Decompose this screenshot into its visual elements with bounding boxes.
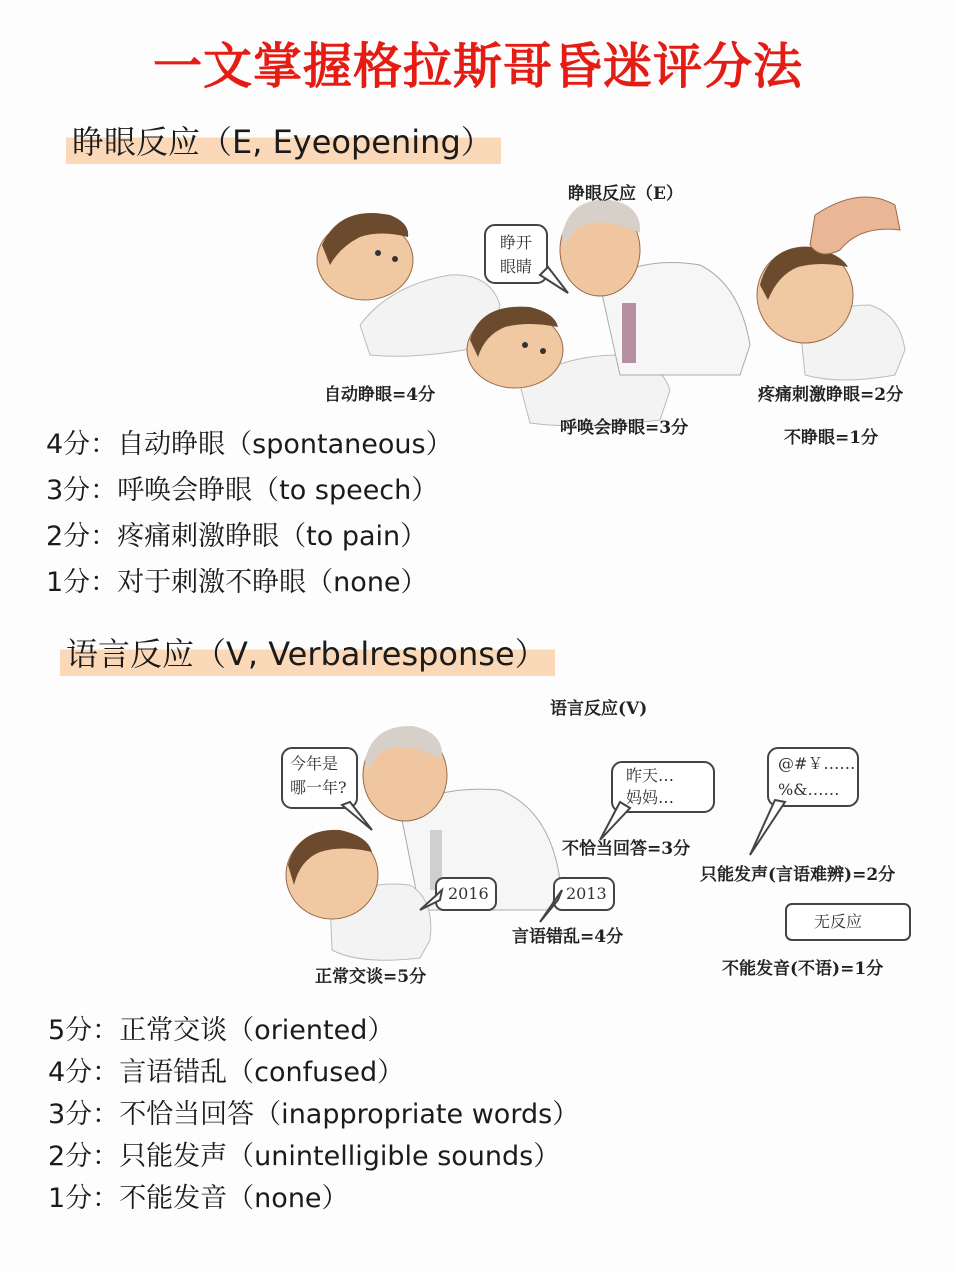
eye-illustration-label: 睁眼反应（E）: [568, 184, 683, 204]
page-title: 一文掌握格拉斯哥昏迷评分法: [152, 38, 803, 95]
score-label: 1分：: [46, 567, 118, 598]
caption-inappropriate: 不恰当回答=3分: [562, 839, 691, 859]
score-description: 言语错乱（confused）: [119, 1057, 405, 1088]
list-item: [48, 1140, 579, 1174]
score-description: 正常交谈（oriented）: [119, 1015, 395, 1046]
score-label: 3分：: [46, 475, 118, 506]
list-item: [48, 1098, 579, 1132]
caption-oriented: 正常交谈=5分: [315, 967, 427, 987]
eye-section-heading: 睁眼反应（E, Eyeopening）: [66, 120, 501, 164]
verbal-response-illustration: [270, 690, 950, 990]
words-bubble-line-1: 昨天…: [626, 766, 675, 785]
score-description: 自动睁眼（spontaneous）: [117, 429, 453, 460]
no-response-bubble-text: 无反应: [814, 912, 863, 931]
score-label: 2分：: [48, 1141, 120, 1172]
verbal-illustration-label: 语言反应(V): [550, 699, 648, 719]
caption-spontaneous: 自动睁眼=4分: [324, 385, 436, 405]
bubble-2016-text: 2016: [448, 884, 489, 903]
list-item: [48, 1182, 579, 1216]
sounds-bubble-line-1: @#￥……: [778, 754, 856, 773]
score-label: 4分：: [46, 429, 118, 460]
caption-verbal-none: 不能发音(不语)=1分: [722, 959, 884, 979]
question-bubble-line-1: 今年是: [290, 754, 339, 773]
caption-confused: 言语错乱=4分: [512, 927, 624, 947]
speech-bubble-line-1: 睁开: [500, 233, 533, 252]
score-label: 4分：: [48, 1057, 120, 1088]
score-label: 1分：: [48, 1183, 120, 1214]
bubble-2013-text: 2013: [566, 884, 607, 903]
question-bubble-line-2: 哪一年?: [290, 778, 347, 797]
verbal-score-list: [48, 1014, 579, 1216]
list-item: [46, 566, 453, 600]
doctor-figure: [560, 200, 750, 375]
list-item: [46, 428, 453, 462]
score-description: 不恰当回答（inappropriate words）: [119, 1099, 580, 1130]
sounds-bubble-line-2: %&……: [778, 780, 840, 799]
score-description: 对于刺激不睁眼（none）: [117, 567, 428, 598]
caption-to-speech: 呼唤会睁眼=3分: [560, 418, 689, 438]
speech-bubble-line-2: 眼睛: [500, 257, 533, 276]
patient-figure-pain: [757, 197, 905, 380]
caption-eye-none: 不睁眼=1分: [784, 428, 879, 448]
list-item: [46, 474, 453, 508]
caption-to-pain: 疼痛刺激睁眼=2分: [758, 385, 904, 405]
score-label: 5分：: [48, 1015, 120, 1046]
caption-sounds: 只能发声(言语难辨)=2分: [700, 865, 896, 885]
verbal-section-heading: 语言反应（V, Verbalresponse）: [60, 632, 555, 676]
words-bubble-line-2: 妈妈…: [626, 788, 675, 807]
list-item: [48, 1014, 579, 1048]
list-item: [48, 1056, 579, 1090]
score-description: 只能发声（unintelligible sounds）: [119, 1141, 561, 1172]
score-label: 3分：: [48, 1099, 120, 1130]
score-label: 2分：: [46, 521, 118, 552]
eye-opening-illustration: [300, 175, 940, 448]
score-description: 呼唤会睁眼（to speech）: [117, 475, 439, 506]
eye-score-list: [46, 428, 453, 600]
score-description: 不能发音（none）: [119, 1183, 349, 1214]
score-description: 疼痛刺激睁眼（to pain）: [117, 521, 428, 552]
list-item: [46, 520, 453, 554]
